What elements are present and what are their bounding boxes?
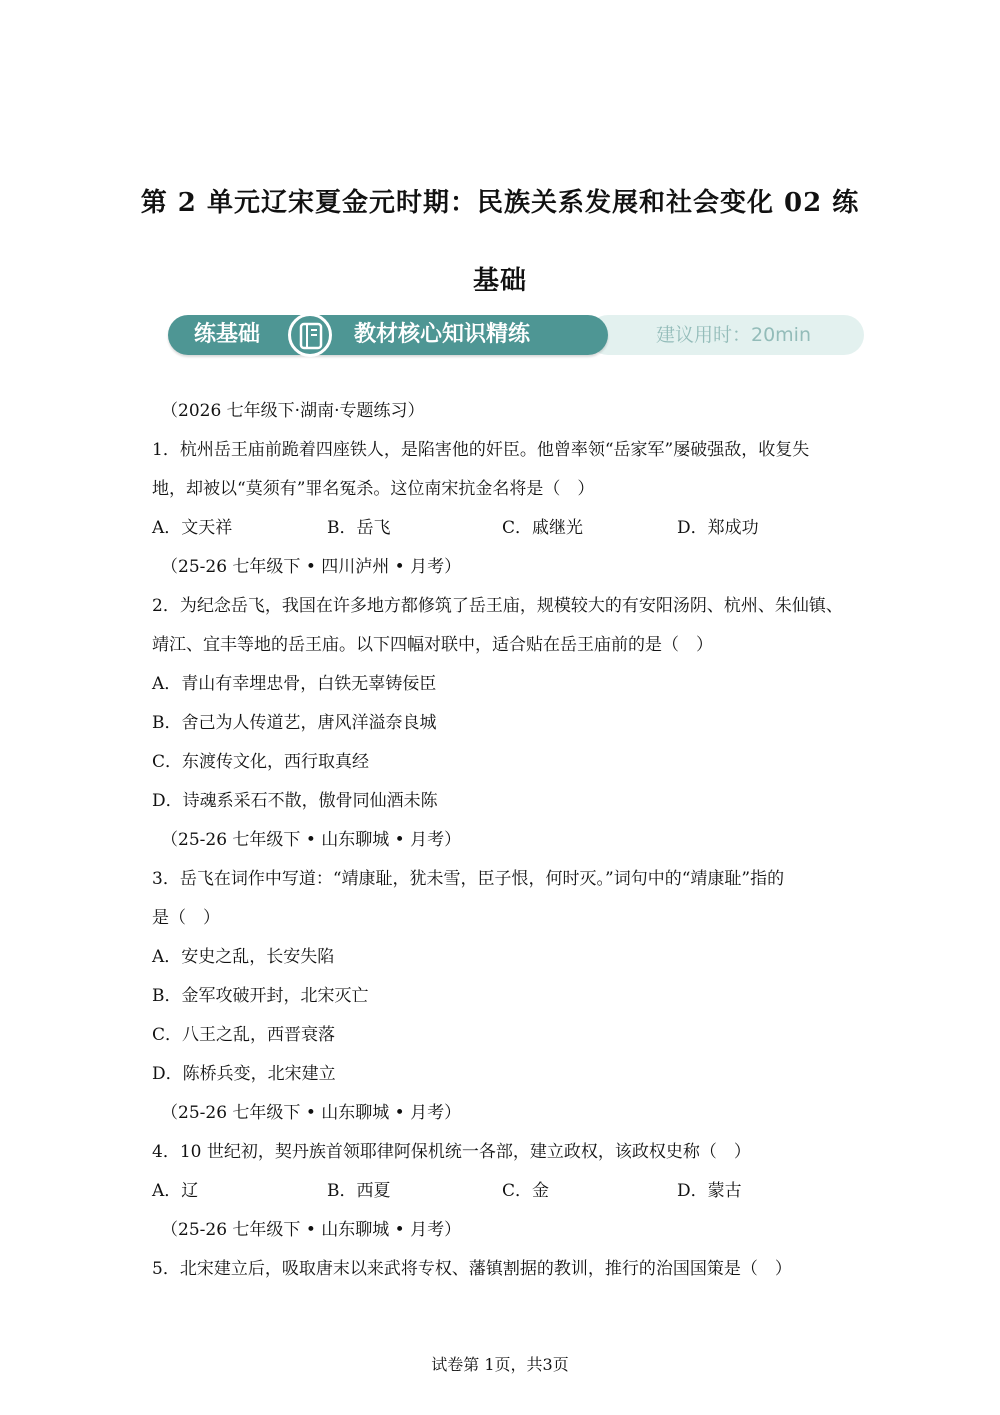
option-c: C．八王之乱，西晋衰落 <box>152 1025 336 1045</box>
question-stem: 1．杭州岳王庙前跪着四座铁人，是陷害他的奸臣。他曾率领“岳家军”屡破强敌，收复失 <box>152 440 810 460</box>
option-a: A．安史之乱，长安失陷 <box>152 947 335 967</box>
question-stem: 是（ ） <box>152 908 220 928</box>
option-a: A．辽 <box>152 1181 199 1201</box>
option-b: B．金军攻破开封，北宋灭亡 <box>152 986 369 1006</box>
option-row <box>152 509 872 548</box>
banner-label-textbook: 教材核心知识精练 <box>354 322 531 347</box>
document-title <box>110 164 890 320</box>
question-stem: 3．岳飞在词作中写道：“靖康耻，犹未雪，臣子恨，何时灭。”词句中的“靖康耻”指的 <box>152 869 785 889</box>
question-source: （25-26 七年级下 • 山东聊城 • 月考） <box>161 1103 462 1123</box>
option-d: D．蒙古 <box>677 1181 742 1201</box>
option-c: C．戚继光 <box>502 518 584 538</box>
option-d: D．陈桥兵变，北宋建立 <box>152 1064 336 1084</box>
question-source: （25-26 七年级下 • 四川泸州 • 月考） <box>161 557 462 577</box>
question-stem: 2．为纪念岳飞，我国在许多地方都修筑了岳王庙，规模较大的有安阳汤阴、杭州、朱仙镇、 <box>152 596 843 616</box>
banner-label-basic: 练基础 <box>194 322 261 347</box>
option-a: A．青山有幸埋忠骨，白铁无辜铸佞臣 <box>152 674 437 694</box>
question-source: （25-26 七年级下 • 山东聊城 • 月考） <box>161 1220 462 1240</box>
option-d: D．郑成功 <box>677 518 759 538</box>
title-line-1: 第 2 单元辽宋夏金元时期：民族关系发展和社会变化 02 练 <box>140 188 860 218</box>
question-source: （25-26 七年级下 • 山东聊城 • 月考） <box>161 830 462 850</box>
option-c: C．东渡传文化，西行取真经 <box>152 752 370 772</box>
option-b: B．舍己为人传道艺，唐风洋溢奈良城 <box>152 713 437 733</box>
question-stem: 靖江、宜丰等地的岳王庙。以下四幅对联中，适合贴在岳王庙前的是（ ） <box>152 635 713 655</box>
option-b: B．岳飞 <box>327 518 391 538</box>
question-source: （2026 七年级下·湖南·专题练习） <box>161 401 425 421</box>
question-list <box>152 392 872 1289</box>
title-line-2: 基础 <box>472 266 527 296</box>
option-d: D．诗魂系采石不散，傲骨同仙酒未陈 <box>152 791 438 811</box>
option-row <box>152 1172 872 1211</box>
option-b: B．西夏 <box>327 1181 391 1201</box>
question-stem: 地，却被以“莫须有”罪名冤杀。这位南宋抗金名将是（ ） <box>152 479 595 499</box>
option-a: A．文天祥 <box>152 518 233 538</box>
question-stem: 5．北宋建立后，吸取唐末以来武将专权、藩镇割据的教训，推行的治国国策是（ ） <box>152 1259 792 1279</box>
book-icon <box>288 313 332 357</box>
option-c: C．金 <box>502 1181 550 1201</box>
banner-suggested-time: 建议用时：20min <box>656 324 812 346</box>
section-banner <box>168 315 864 357</box>
page-footer: 试卷第 1页，共3页 <box>431 1355 569 1374</box>
question-stem: 4．10 世纪初，契丹族首领耶律阿保机统一各部，建立政权，该政权史称（ ） <box>152 1142 751 1162</box>
